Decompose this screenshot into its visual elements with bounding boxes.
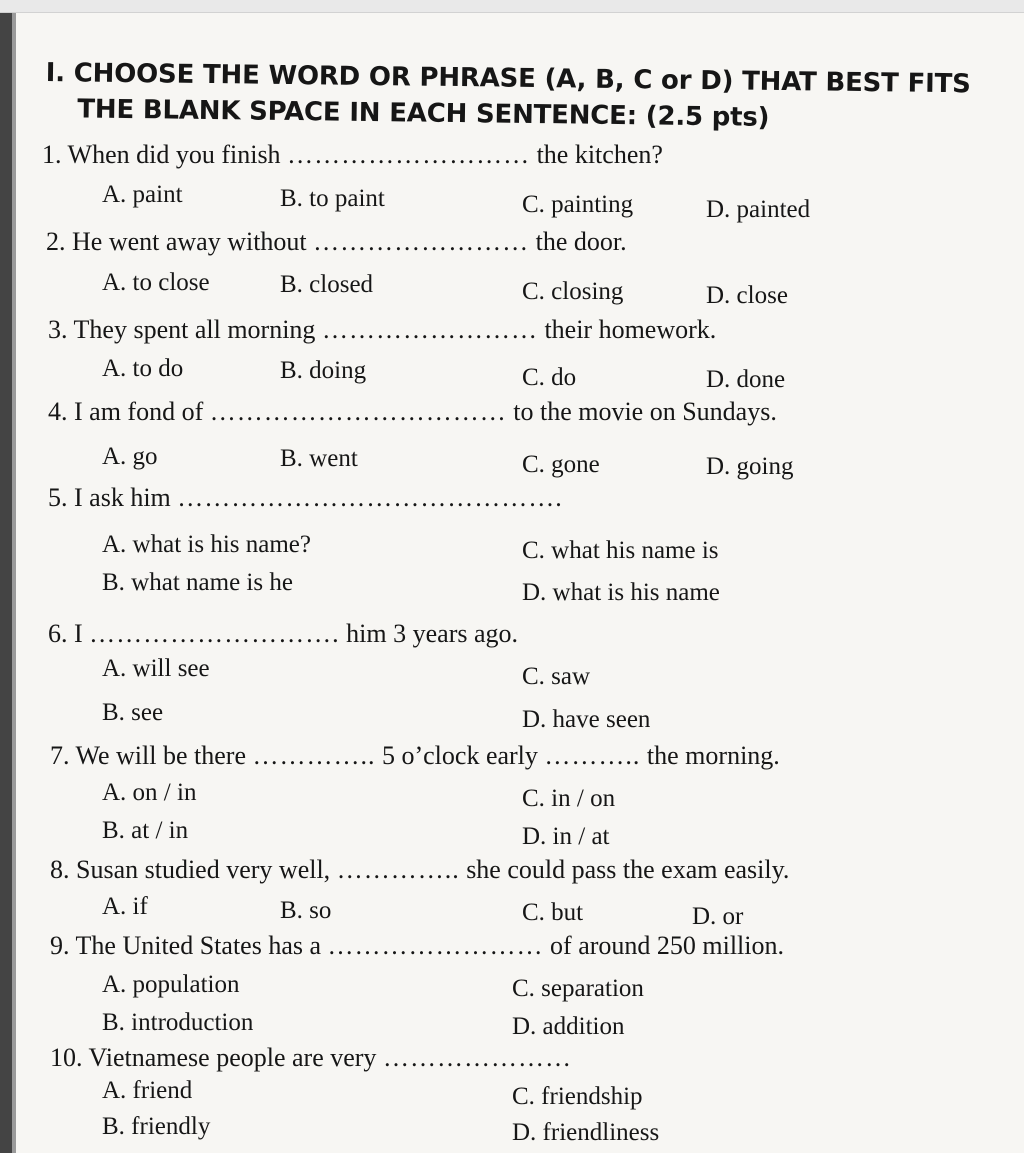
option-b[interactable]: B. see: [102, 699, 164, 726]
question-text-end: of around 250 million.: [550, 931, 785, 960]
option-c[interactable]: C. do: [522, 364, 577, 391]
option-a[interactable]: A. to close: [102, 269, 210, 296]
question-text: We will be there: [75, 741, 246, 770]
option-b[interactable]: B. closed: [280, 271, 374, 298]
option-b[interactable]: B. so: [280, 897, 332, 924]
option-c[interactable]: C. in / on: [522, 785, 616, 812]
question-5: [48, 483, 563, 513]
question-7: [50, 741, 780, 771]
option-d[interactable]: D. done: [706, 366, 786, 393]
question-number: 8.: [50, 855, 70, 884]
option-c[interactable]: C. but: [522, 899, 584, 926]
option-d[interactable]: D. have seen: [522, 706, 651, 733]
question-text: They spent all morning: [73, 315, 316, 344]
answer-blank[interactable]: ……………………………: [209, 397, 507, 426]
option-a[interactable]: A. will see: [102, 655, 210, 682]
question-text: I ask him: [74, 483, 171, 512]
question-number: 2.: [46, 227, 66, 256]
option-b[interactable]: B. introduction: [102, 1009, 254, 1036]
page-binding-shadow: [12, 13, 16, 1153]
question-number: 3.: [48, 315, 68, 344]
question-1: [42, 140, 663, 170]
option-b[interactable]: B. at / in: [102, 817, 189, 844]
answer-blank[interactable]: ……………………….: [89, 619, 340, 648]
option-d[interactable]: D. painted: [706, 196, 811, 223]
option-c[interactable]: C. what his name is: [522, 537, 719, 564]
option-b[interactable]: B. what name is he: [102, 569, 293, 596]
question-number: 6.: [48, 619, 68, 648]
section-heading: [45, 55, 986, 138]
section-heading-line-1: I. CHOOSE THE WORD OR PHRASE (A, B, C or D) THAT BEST FITS: [45, 57, 971, 100]
question-2: [46, 227, 627, 257]
question-text-end: to the movie on Sundays.: [513, 397, 777, 426]
option-a[interactable]: A. paint: [102, 181, 183, 208]
option-d[interactable]: D. going: [706, 453, 794, 480]
option-c[interactable]: C. saw: [522, 663, 591, 690]
option-c[interactable]: C. gone: [522, 451, 600, 478]
question-9: [50, 931, 784, 961]
answer-blank[interactable]: ……………………: [313, 227, 530, 256]
answer-blank[interactable]: …………………: [382, 1043, 572, 1072]
option-d[interactable]: D. addition: [512, 1013, 625, 1040]
section-heading-line-2: THE BLANK SPACE IN EACH SENTENCE: (2.5 pts): [77, 94, 770, 133]
option-b[interactable]: B. to paint: [280, 185, 385, 212]
option-a[interactable]: A. what is his name?: [102, 531, 311, 558]
option-b[interactable]: B. went: [280, 445, 358, 472]
question-text: I: [74, 619, 83, 648]
answer-blank[interactable]: …………………………………….: [177, 483, 563, 512]
option-a[interactable]: A. to do: [102, 355, 184, 382]
option-a[interactable]: A. friend: [102, 1077, 193, 1104]
option-d[interactable]: D. what is his name: [522, 579, 720, 606]
question-text: He went away without: [72, 227, 307, 256]
answer-blank-2[interactable]: ………..: [544, 741, 641, 770]
question-text: Vietnamese people are very: [88, 1043, 377, 1072]
question-6: [48, 619, 518, 649]
question-4: [48, 397, 777, 427]
option-d[interactable]: D. friendliness: [512, 1119, 660, 1146]
option-a[interactable]: A. if: [102, 893, 148, 920]
option-c[interactable]: C. separation: [512, 975, 644, 1002]
question-text: When did you finish: [67, 140, 281, 169]
question-8: [50, 855, 789, 885]
option-d[interactable]: D. in / at: [522, 823, 610, 850]
exam-page: [0, 13, 1024, 1153]
question-number: 7.: [50, 741, 70, 770]
question-text: I am fond of: [74, 397, 204, 426]
question-number: 10.: [50, 1043, 83, 1072]
option-b[interactable]: B. friendly: [102, 1113, 211, 1140]
option-d[interactable]: D. close: [706, 282, 788, 309]
question-3: [48, 315, 716, 345]
option-a[interactable]: A. on / in: [102, 779, 197, 806]
question-text-end: the door.: [535, 227, 627, 256]
question-number: 5.: [48, 483, 68, 512]
question-text-end: the morning.: [646, 741, 780, 770]
option-a[interactable]: A. go: [102, 443, 158, 470]
answer-blank[interactable]: ……………………: [327, 931, 544, 960]
question-number: 4.: [48, 397, 68, 426]
question-number: 9.: [50, 931, 70, 960]
option-a[interactable]: A. population: [102, 971, 240, 998]
question-text-end: him 3 years ago.: [346, 619, 519, 648]
question-number: 1.: [42, 140, 62, 169]
answer-blank[interactable]: ……………………: [321, 315, 538, 344]
answer-blank[interactable]: ………………………: [287, 140, 531, 169]
question-text: Susan studied very well,: [76, 855, 331, 884]
page-binding-edge: [0, 13, 12, 1153]
question-text-end: she could pass the exam easily.: [466, 855, 790, 884]
option-d[interactable]: D. or: [692, 903, 744, 930]
question-text-mid: 5 o’clock early: [381, 741, 538, 770]
option-c[interactable]: C. painting: [522, 191, 634, 218]
viewer-top-bar: [0, 0, 1024, 13]
option-b[interactable]: B. doing: [280, 357, 367, 384]
question-10: [50, 1043, 572, 1073]
answer-blank[interactable]: …………..: [252, 741, 376, 770]
question-text-end: their homework.: [544, 315, 717, 344]
question-text: The United States has a: [75, 931, 322, 960]
option-c[interactable]: C. friendship: [512, 1083, 643, 1110]
question-text-end: the kitchen?: [536, 140, 663, 169]
answer-blank[interactable]: …………..: [336, 855, 460, 884]
option-c[interactable]: C. closing: [522, 278, 624, 305]
